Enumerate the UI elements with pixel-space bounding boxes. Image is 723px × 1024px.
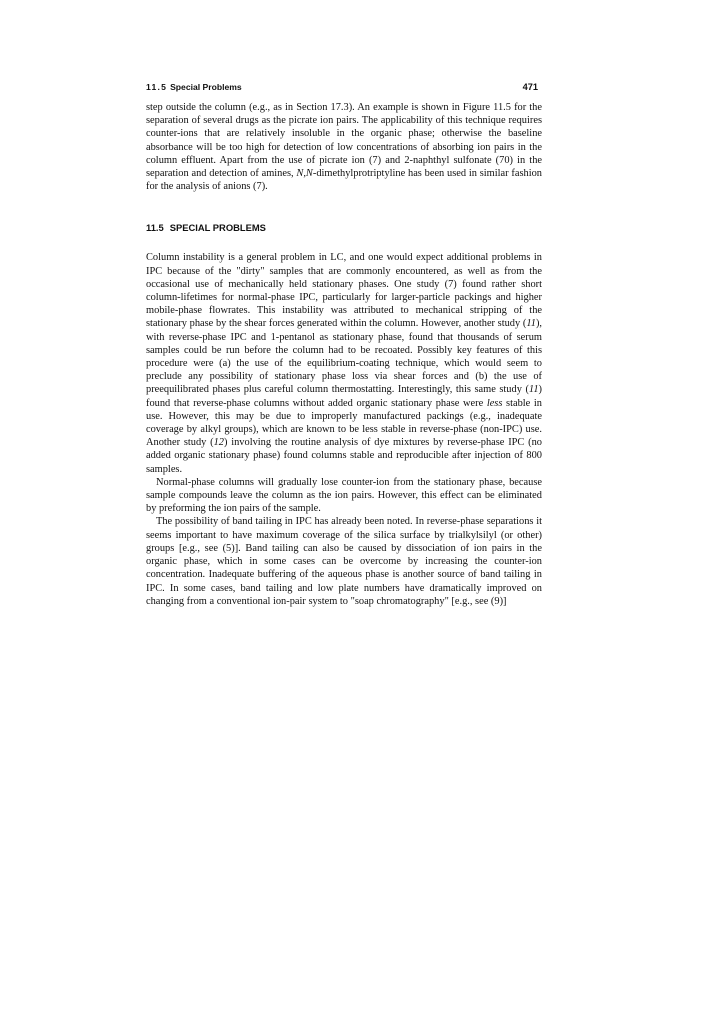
section-body — [146, 251, 542, 607]
p1-text-e: ) involving the routine analysis of dye mixtures by reverse-phase IPC (no added organic stationary phase) found columns stable and reproducible after injection of 800 samples. — [146, 437, 542, 475]
paragraph-band-tailing: The possibility of band tailing in IPC has already been noted. In reverse-phase separations it seems important to have maximum coverage of the silica surface by trialkylsilyl (or other) groups [e.g., see (5)]. Band tailing can also be caused by dissociation of ion pairs in the organic phase, which in some cases can be overcome by increasing the counter-ion concentration. Inadequate buffering of the aqueous phase is another source of band tailing in IPC. In some cases, band tailing and low plate numbers have dramatically improved on changing from a conventional ion-pair system to "soap chromatography" [e.g., see (9)] — [146, 516, 542, 607]
section-heading-title: SPECIAL PROBLEMS — [169, 222, 266, 234]
intro-paragraph — [146, 101, 542, 193]
p1-text-c: ) found that reverse-phase columns without added organic stationary phase were — [146, 384, 542, 409]
running-head-section-title: Special Problems — [170, 82, 242, 92]
p1-emphasis: less — [486, 397, 503, 409]
intro-text-a: step outside the column (e.g., as in Section 17.3). An example is shown in Figure 11.5 for the separation of several drugs as the picrate ion pairs. The applicability of this technique requires counter-ions that are relatively insoluble in the organic phase; otherwise the baseline absorbance will be too high for detection of low concentrations of absorbing ion pairs in the column effluent. Apart from the use of picrate ion (7) and 2-naphthyl sulfonate (70) in the separation and detection of amines, — [146, 102, 542, 180]
intro-compound-italic: N,N — [296, 168, 313, 180]
p1-text-a: Column instability is a general problem in LC, and one would expect additional problems in IPC because of the "dirty" samples that are commonly encountered, as well as from the occasional use of mechanically held stationary phases. One study (7) found rather short column-lifetimes for normal-phase IPC, particularly for larger-particle packings and higher mobile-phase flowrates. This instability was attributed to mechanical stripping of the stationary phase by the shear forces generated within the column. However, another study ( — [146, 252, 542, 330]
running-head-title — [146, 82, 242, 93]
p1-text-d: stable in use. However, this may be due to improperly manufactured packings (e.g., inadequate coverage by alkyl groups), which are known to be less stable in reverse-phase (non-IPC) use. Another study ( — [146, 397, 542, 449]
running-head — [146, 82, 542, 93]
section-heading-number: 11.5 — [146, 222, 164, 234]
intro-text-b: -dimethylprotriptyline has been used in similar fashion for the analysis of anions (7). — [146, 168, 542, 193]
p1-text-b: ), with reverse-phase IPC and 1-pentanol as stationary phase, found that thousands of serum samples could be run before the column had to be recoated. Possibly key features of this procedure were (a) the use of the equilibrium-coating technique, which would seem to preclude any possibility of stationary phase loss via shear forces and (b) the use of preequilibrated phases plus careful column thermostatting. Interestingly, this same study ( — [146, 318, 542, 396]
running-head-section-number: 11.5 — [146, 82, 168, 92]
book-page — [146, 82, 542, 608]
p1-ref-1: 11 — [526, 318, 536, 330]
page-number: 471 — [522, 82, 538, 92]
p1-ref-3: 12 — [213, 437, 224, 449]
section-heading — [146, 222, 542, 234]
paragraph-column-instability — [146, 251, 542, 475]
paragraph-normal-phase: Normal-phase columns will gradually lose counter-ion from the stationary phase, because sample compounds leave the column as the ion pairs. However, this effect can be eliminated by preforming the ion pairs of the sample. — [146, 476, 542, 515]
p1-ref-2: 11 — [528, 384, 539, 396]
